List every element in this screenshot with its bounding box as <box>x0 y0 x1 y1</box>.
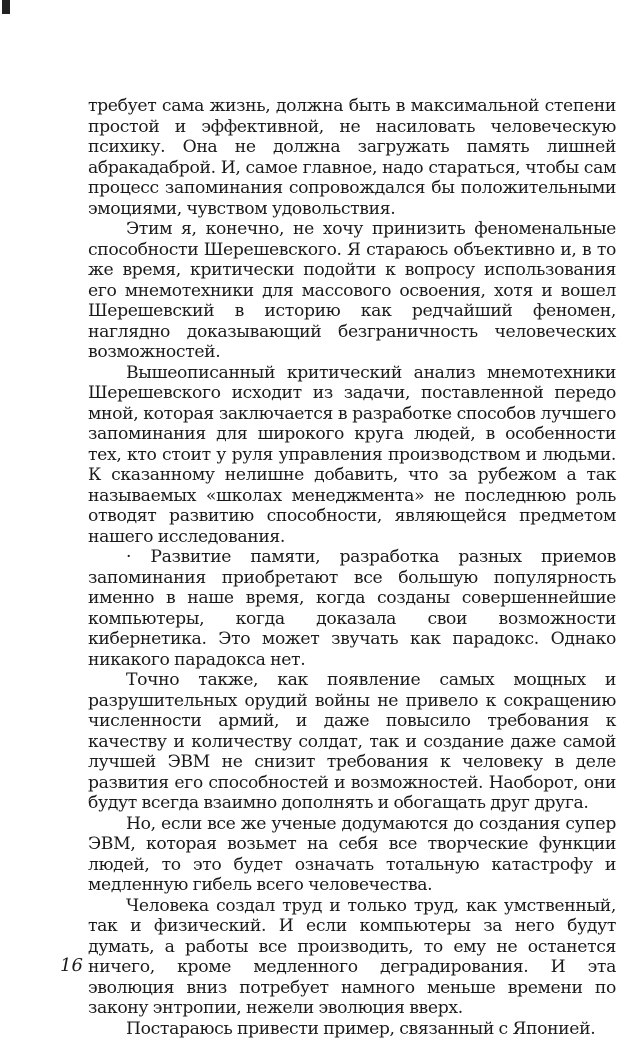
paragraph-7: Человека создал труд и только труд, как умственный, так и физический. И если компьютеры за него будут думать, а работы все производить, то ему не останется ничего, кроме медленного деградирования. И эта эволюция вниз потребует намного меньше времени по закону энтропии, нежели эволюция вверх. <box>88 896 616 1019</box>
paragraph-6: Но, если все же ученые додумаются до создания супер ЭВМ, которая возьмет на себя все творческие функции людей, то это будет означать тотальную катастрофу и медленную гибель всего человечества. <box>88 814 616 896</box>
page-number: 16 <box>60 955 83 976</box>
paragraph-4: · Развитие памяти, разработка разных приемов запоминания приобретают все большую популярность именно в наше время, когда созданы совершеннейшие компьютеры, когда доказала свои возможности кибернетика. Это может звучать как парадокс. Однако никакого парадокса нет. <box>88 547 616 670</box>
paragraph-3: Вышеописанный критический анализ мнемотехники Шерешевского исходит из задачи, поставленной передо мной, которая заключается в разработке способов лучшего запоминания для широкого круга людей, в особенности тех, кто стоит у руля управления производством и людьми. К сказанному нелишне добавить, что за рубежом а так называемых «школах менеджмента» не последнюю роль отводят развитию способности, являющейся предметом нашего исследования. <box>88 363 616 548</box>
paragraph-2: Этим я, конечно, не хочу принизить феноменальные способности Шерешевского. Я стараюсь объективно и, в то же время, критически подойти к вопросу использования его мнемотехники для массового освоения, хотя и вошел Шерешевский в историю как редчайший феномен, наглядно доказывающий безграничность человеческих возможностей. <box>88 219 616 363</box>
corner-scan-mark <box>2 0 10 14</box>
paragraph-8: Постараюсь привести пример, связанный с Японией. <box>88 1019 616 1039</box>
paragraph-5: Точно также, как появление самых мощных и разрушительных орудий войны не привело к сокращению численности армий, и даже повысило требования к качеству и количеству солдат, так и создание даже самой лучшей ЭВМ не снизит требования к человеку в деле развития его способностей и возможностей. Наоборот, они будут всегда взаимно дополнять и обогащать друг друга. <box>88 670 616 814</box>
paragraph-1: требует сама жизнь, должна быть в максимальной степени простой и эффективной, не насиловать человеческую психику. Она не должна загружать память лишней абракадаброй. И, самое главное, надо стараться, чтобы сам процесс запоминания сопровождался бы положительными эмоциями, чувством удовольствия. <box>88 96 616 219</box>
body-text <box>88 96 616 1039</box>
